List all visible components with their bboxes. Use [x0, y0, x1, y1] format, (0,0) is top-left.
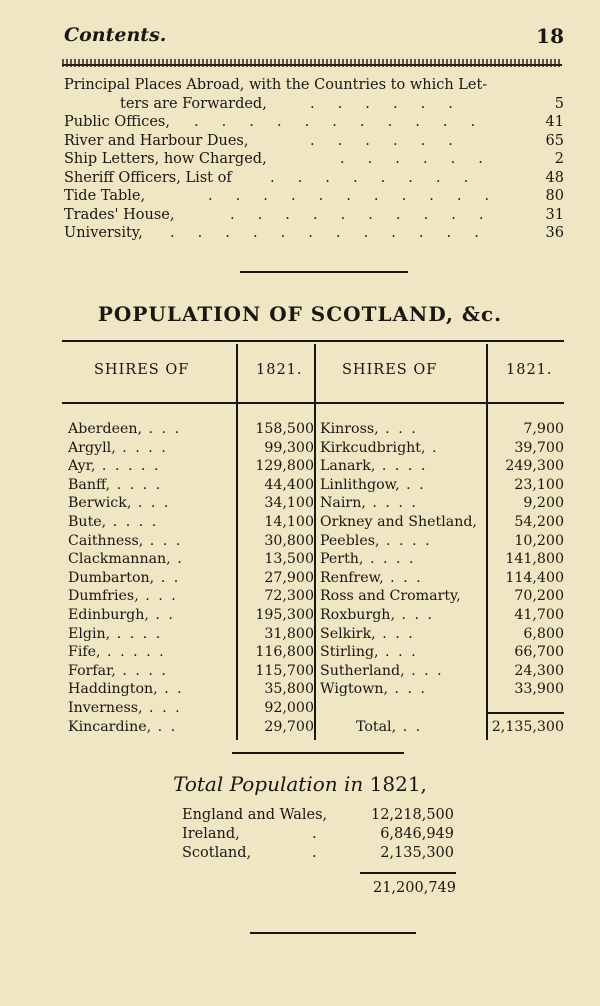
leader-dots: . . . . . .	[310, 132, 453, 149]
shire-population: 41,700	[514, 607, 564, 623]
leader-dots: . . . . . . . .	[270, 169, 469, 186]
shire-name: Haddington, . .	[68, 681, 184, 698]
shire-population: 9,200	[523, 495, 564, 512]
population-table	[62, 340, 564, 740]
shire-name: Stirling, . . .	[320, 644, 418, 661]
table-row	[62, 532, 564, 551]
shire-name: Renfrew, . . .	[320, 569, 423, 586]
shire-name: Perth, . . . .	[320, 551, 416, 568]
contents-entry	[64, 224, 564, 243]
shire-population: 13,500	[264, 551, 314, 568]
shire-population: 7,900	[523, 421, 564, 437]
page-header	[64, 24, 564, 54]
table-row	[62, 699, 564, 718]
population-row	[182, 825, 462, 844]
shire-name: Peebles, . . . .	[320, 532, 432, 549]
table-row	[62, 569, 564, 588]
total-value: 2,135,300	[491, 718, 564, 735]
area-name: Scotland,	[182, 844, 252, 861]
shire-population: 129,800	[255, 458, 314, 475]
shire-name: Roxburgh, . . .	[320, 607, 435, 623]
shire-population: 114,400	[505, 569, 564, 586]
shire-population: 35,800	[264, 681, 314, 698]
shire-name: Ross and Cromarty,	[320, 588, 461, 605]
leader-dots: . . . . . . . . . .	[230, 206, 484, 223]
section-divider	[240, 271, 408, 273]
shire-population: 23,100	[514, 476, 564, 493]
shire-population: 66,700	[514, 644, 564, 661]
contents-entry	[64, 187, 564, 206]
page-number: 18	[536, 24, 564, 48]
contents-entry	[64, 95, 564, 114]
shire-name: Forfar, . . . .	[68, 662, 168, 679]
contents-entry-label: Sheriff Officers, List of	[64, 169, 232, 186]
shire-name: Dumfries, . . .	[68, 588, 178, 605]
contents-entry-label: Ship Letters, how Charged,	[64, 151, 267, 167]
shire-population: 195,300	[255, 607, 314, 623]
shire-population: 70,200	[514, 588, 564, 605]
contents-entry-label: Public Offices,	[64, 114, 170, 130]
shire-population: 24,300	[514, 662, 564, 679]
shire-name: Sutherland, . . .	[320, 662, 444, 679]
shire-name: Dumbarton, . .	[68, 569, 181, 586]
table-row	[62, 606, 564, 625]
contents-entry	[64, 132, 564, 151]
shire-name: Edinburgh, . .	[68, 607, 175, 623]
table-row	[62, 420, 564, 439]
table-row	[62, 550, 564, 569]
column-header: 1821.	[256, 362, 303, 378]
shire-name: Fife, . . . . .	[68, 644, 166, 661]
contents-list	[64, 76, 564, 243]
shire-name: Berwick, . . .	[68, 495, 171, 512]
leader-dots: .	[312, 844, 317, 861]
shire-population: 33,900	[514, 681, 564, 698]
shire-name: Selkirk, . . .	[320, 625, 415, 642]
shire-population: 34,100	[264, 495, 314, 512]
shire-name: Caithness, . . .	[68, 532, 183, 549]
shire-name: Kirkcudbright, .	[320, 439, 439, 456]
shire-name: Lanark, . . . .	[320, 458, 428, 475]
contents-entry-page: 80	[545, 188, 564, 204]
shire-population: 115,700	[255, 662, 314, 679]
shire-population: 14,100	[264, 514, 314, 530]
total-rule	[488, 712, 564, 714]
area-name: England and Wales,	[182, 807, 328, 823]
shire-name: Inverness, . . .	[68, 700, 182, 716]
column-header: 1821.	[506, 362, 553, 378]
leader-dots: . . . . . . . . . . .	[194, 114, 476, 130]
table-row	[62, 476, 564, 495]
closing-divider	[250, 932, 416, 934]
shire-population: 6,800	[523, 625, 564, 642]
total-population-title: Total Population in 1821,	[173, 772, 427, 796]
contents-entry	[64, 113, 564, 132]
area-population: 6,846,949	[380, 825, 454, 842]
shire-population: 39,700	[514, 439, 564, 456]
table-row	[62, 718, 564, 737]
shire-name: Clackmannan, .	[68, 551, 184, 568]
contents-entry-page: 31	[545, 206, 564, 223]
shire-name: Bute, . . . .	[68, 514, 159, 530]
shire-name: Wigtown, . . .	[320, 681, 428, 698]
shire-name: Elgin, . . . .	[68, 625, 163, 642]
contents-entry-label: ters are Forwarded,	[120, 95, 267, 112]
column-header: SHIRES OF	[342, 362, 438, 378]
shire-name: Ayr, . . . . .	[68, 458, 161, 475]
contents-entry-label: University,	[64, 225, 143, 241]
leader-dots: . . . . . . . . . . . .	[170, 225, 479, 241]
contents-entry	[64, 169, 564, 188]
total-population-list	[182, 806, 462, 862]
shire-name: Nairn, . . . .	[320, 495, 418, 512]
shire-name: Aberdeen, . . .	[68, 421, 182, 437]
contents-entry	[64, 76, 564, 95]
area-population: 12,218,500	[370, 807, 454, 823]
table-row	[62, 625, 564, 644]
table-header-rule	[62, 402, 564, 404]
contents-entry-page: 48	[545, 169, 564, 186]
table-top-rule	[62, 340, 564, 342]
population-row	[182, 806, 462, 825]
contents-entry	[64, 206, 564, 225]
shire-name: Kincardine, . .	[68, 718, 178, 735]
leader-dots: . . . . . .	[310, 95, 453, 112]
table-row	[62, 680, 564, 699]
shire-name: Linlithgow, . .	[320, 476, 426, 493]
shire-name: Kinross, . . .	[320, 421, 418, 437]
section-title: POPULATION OF SCOTLAND, &c.	[97, 302, 503, 326]
table-row	[62, 513, 564, 532]
contents-entry-page: 41	[545, 114, 564, 130]
shire-population: 158,500	[255, 421, 314, 437]
shire-population: 141,800	[505, 551, 564, 568]
leader-dots: .	[312, 825, 317, 842]
contents-entry-label: River and Harbour Dues,	[64, 132, 249, 149]
header-rule-line	[62, 64, 562, 66]
shire-population: 31,800	[264, 625, 314, 642]
leader-dots: . . . . . . . . . . .	[208, 188, 490, 204]
table-row	[62, 662, 564, 681]
table-row	[62, 643, 564, 662]
shire-population: 27,900	[264, 569, 314, 586]
contents-entry-page: 5	[554, 95, 564, 112]
total-label: Total, . .	[356, 718, 423, 735]
shire-name: Argyll, . . . .	[68, 439, 168, 456]
shire-name: Orkney and Shetland,	[320, 514, 477, 530]
area-population: 2,135,300	[380, 844, 454, 861]
contents-entry-label: Tide Table,	[64, 188, 146, 204]
leader-dots: . . . . . .	[340, 151, 483, 167]
table-row	[62, 494, 564, 513]
contents-entry-label: Principal Places Abroad, with the Countries to which Let-	[64, 77, 488, 93]
shire-population: 116,800	[255, 644, 314, 661]
area-name: Ireland,	[182, 825, 240, 842]
table-row	[62, 587, 564, 606]
shire-population: 92,000	[264, 700, 314, 716]
shire-population: 99,300	[264, 439, 314, 456]
running-title: Contents.	[64, 24, 167, 46]
grand-total: 21,200,749	[372, 880, 456, 896]
column-header: SHIRES OF	[94, 362, 190, 378]
population-row	[182, 844, 462, 863]
shire-population: 44,400	[264, 476, 314, 493]
table-row	[62, 439, 564, 458]
contents-entry-label: Trades' House,	[64, 206, 175, 223]
shire-population: 72,300	[264, 588, 314, 605]
contents-entry-page: 2	[554, 151, 564, 167]
contents-entry-page: 65	[545, 132, 564, 149]
shire-population: 10,200	[514, 532, 564, 549]
shire-name: Banff, . . . .	[68, 476, 163, 493]
shire-population: 29,700	[264, 718, 314, 735]
shire-population: 30,800	[264, 532, 314, 549]
shire-population: 249,300	[505, 458, 564, 475]
section-divider	[232, 752, 404, 754]
shire-population: 54,200	[514, 514, 564, 530]
contents-entry-page: 36	[545, 225, 564, 241]
contents-entry	[64, 150, 564, 169]
table-row	[62, 457, 564, 476]
sum-rule	[360, 872, 456, 874]
